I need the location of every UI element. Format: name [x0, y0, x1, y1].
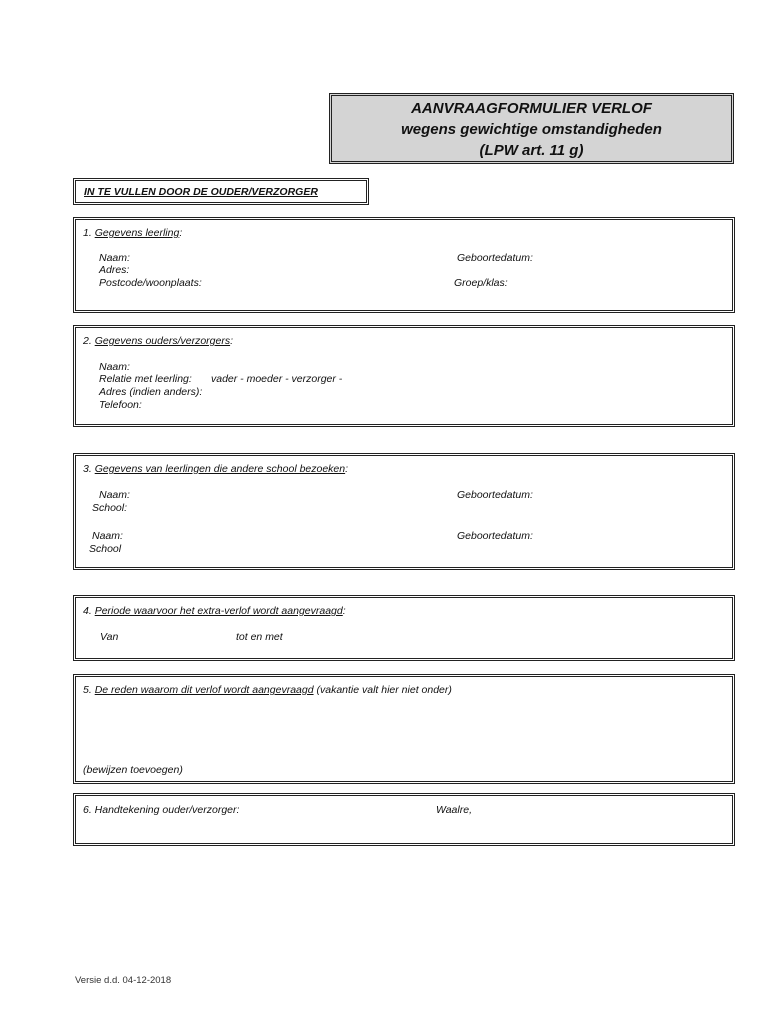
section-number: 1. [83, 227, 95, 239]
version-footer: Versie d.d. 04-12-2018 [75, 975, 172, 986]
section-header [73, 178, 369, 205]
section-1-heading [83, 227, 182, 240]
form-title-box [329, 93, 734, 164]
section-4-heading [83, 605, 346, 618]
section-title: Gegevens ouders/verzorgers [94, 335, 231, 347]
colon: : [345, 463, 349, 475]
form-law-reference: (LPW art. 11 g) [479, 142, 584, 159]
place-date-label[interactable]: Waalre, [436, 804, 472, 816]
section-siblings-other-school [73, 453, 735, 570]
relation-label[interactable]: Relatie met leerling: [99, 373, 192, 385]
section-number: 3. [83, 463, 95, 475]
sibling-2-school-label[interactable]: School [89, 543, 122, 555]
section-student-details [73, 217, 735, 313]
section-number: 5. [83, 684, 95, 696]
colon: : [230, 335, 234, 347]
section-leave-period [73, 595, 735, 661]
section-parent-details [73, 325, 735, 427]
section-title: Periode waarvoor het extra-verlof wordt aangevraagd [94, 605, 343, 617]
relation-options[interactable]: vader - moeder - verzorger - [211, 373, 343, 385]
section-3-heading [83, 463, 348, 476]
student-name-label[interactable]: Naam: [99, 252, 130, 264]
form-title: AANVRAAGFORMULIER VERLOF [411, 100, 652, 117]
section-number: 2. [83, 335, 95, 347]
colon: : [179, 227, 183, 239]
period-to-label[interactable]: tot en met [236, 631, 283, 643]
parent-name-label[interactable]: Naam: [99, 361, 130, 373]
section-2-heading [83, 335, 233, 348]
attach-evidence-note: (bewijzen toevoegen) [83, 764, 183, 776]
sibling-2-name-label[interactable]: Naam: [92, 530, 123, 542]
sibling-1-school-label[interactable]: School: [92, 502, 128, 514]
student-postcode-label[interactable]: Postcode/woonplaats: [99, 277, 202, 289]
section-5-heading [83, 684, 452, 697]
sibling-1-name-label[interactable]: Naam: [99, 489, 130, 501]
section-number: 4. [83, 605, 95, 617]
parent-address-label[interactable]: Adres (indien anders): [99, 386, 203, 398]
student-address-label[interactable]: Adres: [99, 264, 130, 276]
form-subtitle: wegens gewichtige omstandigheden [401, 121, 662, 138]
sibling-1-birthdate-label[interactable]: Geboortedatum: [457, 489, 533, 501]
period-from-label[interactable]: Van [100, 631, 119, 643]
student-birthdate-label[interactable]: Geboortedatum: [457, 252, 533, 264]
section-title: Gegevens van leerlingen die andere school bezoeken [94, 463, 346, 475]
section-title: De reden waarom dit verlof wordt aangevraagd [94, 684, 314, 696]
section-header-label: IN TE VULLEN DOOR DE OUDER/VERZORGER [84, 186, 318, 198]
student-group-label[interactable]: Groep/klas: [454, 277, 508, 289]
section-title: Gegevens leerling [94, 227, 180, 239]
section-leave-reason [73, 674, 735, 784]
sibling-2-birthdate-label[interactable]: Geboortedatum: [457, 530, 533, 542]
phone-label[interactable]: Telefoon: [99, 399, 142, 411]
signature-label[interactable]: 6. Handtekening ouder/verzorger: [83, 804, 240, 816]
section-signature [73, 793, 735, 846]
reason-text-area[interactable] [83, 701, 723, 761]
section-note: (vakantie valt hier niet onder) [313, 684, 452, 696]
colon: : [342, 605, 346, 617]
